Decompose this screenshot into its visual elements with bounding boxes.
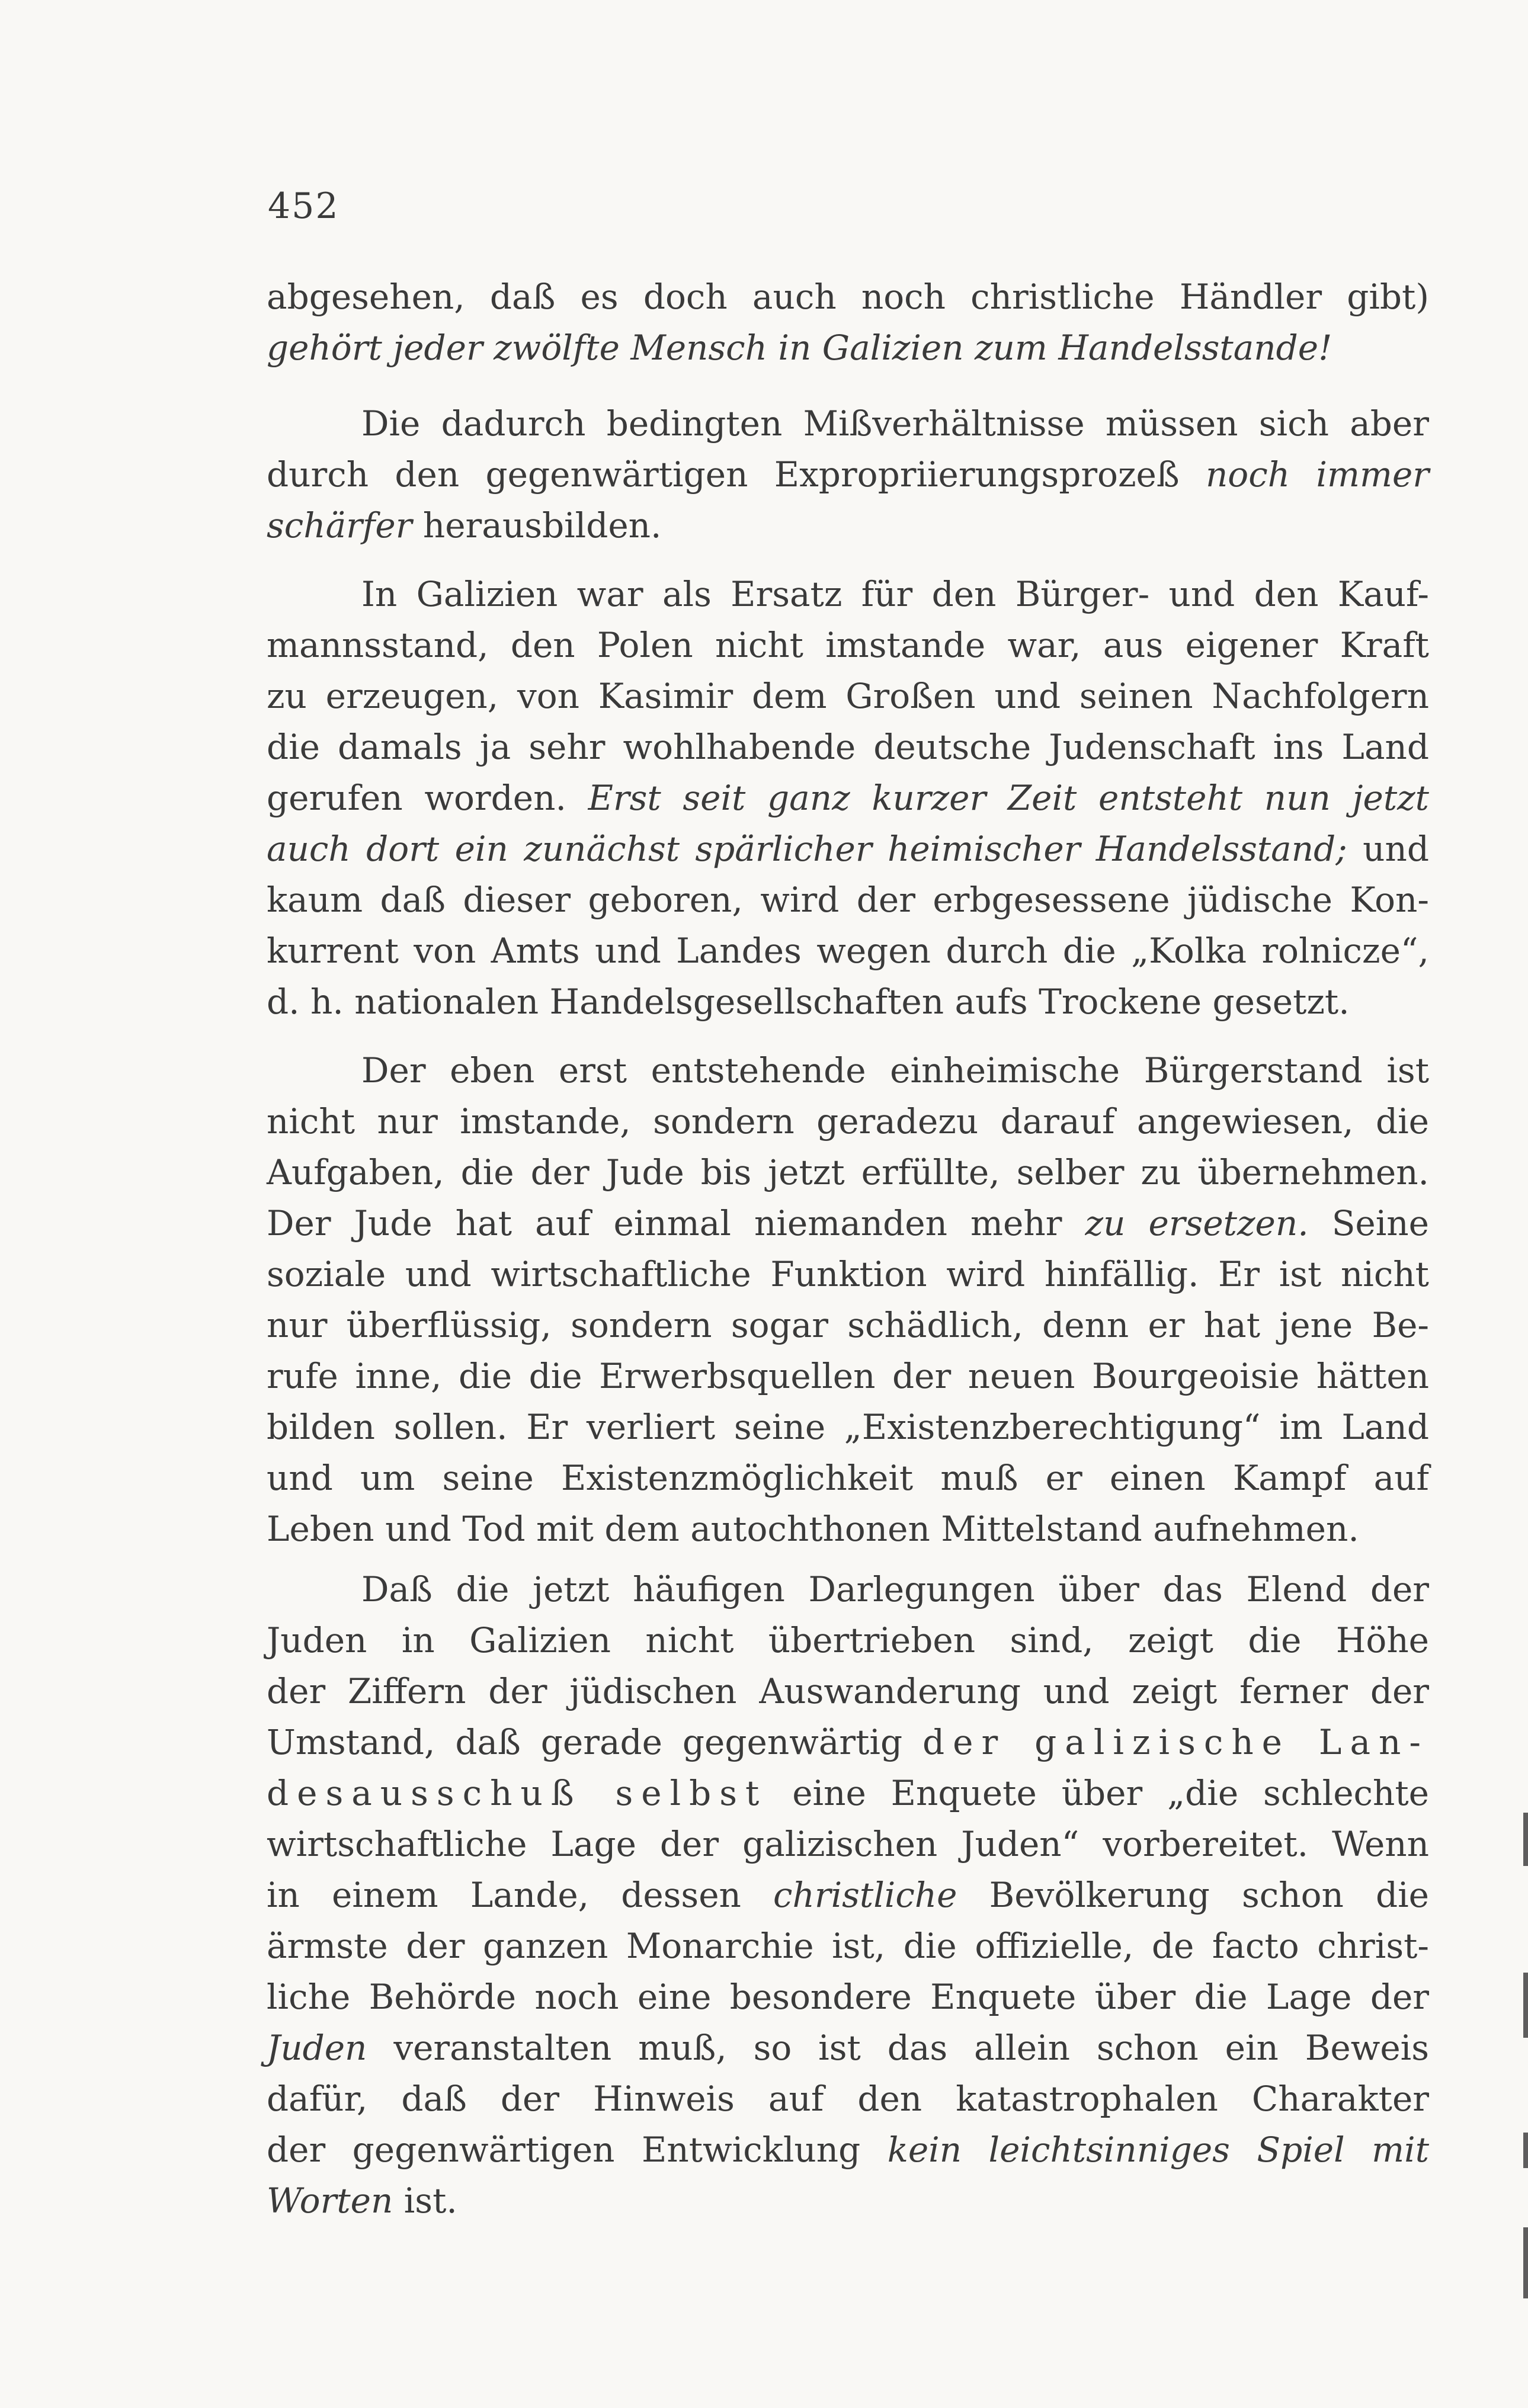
emphasis-text: auch dort ein zunächst spärlicher heimischer Handelsstand; (267, 829, 1347, 869)
text-line (267, 271, 1429, 322)
emphasis-text: Worten (267, 2181, 393, 2221)
emphasis-text: Erst seit ganz kurzer Zeit entsteht nun jetzt (588, 778, 1429, 818)
emphasis-text: zu ersetzen. (1085, 1203, 1309, 1243)
spaced-emphasis-text: desausschuß selbst (267, 1773, 768, 1813)
paragraph (267, 1045, 1429, 1554)
text-run: d. h. nationalen Handelsgesellschaften aufs Trockene gesetzt. (267, 982, 1350, 1022)
paragraph (267, 569, 1429, 1027)
text-line (267, 1870, 1429, 1920)
page-edge-mark (1523, 2133, 1528, 2168)
text-run: abgesehen, daß es doch auch noch christliche Händler gibt) (267, 277, 1429, 317)
text-run: zu erzeugen, von Kasimir dem Großen und seinen Nachfolgern (267, 676, 1429, 716)
text-run: gerufen worden. (267, 778, 588, 818)
text-run: soziale und wirtschaftliche Funktion wird hinfällig. Er ist nicht (267, 1254, 1429, 1294)
text-run: Daß die jetzt häufigen Darlegungen über das Elend der (361, 1569, 1429, 1609)
text-run: rufe inne, die die Erwerbsquellen der neuen Bourgeoisie hätten (267, 1356, 1429, 1396)
text-run: eine Enquete über „die schlechte (767, 1773, 1429, 1813)
text-line (267, 2124, 1429, 2175)
text-run: herausbilden. (412, 505, 662, 546)
text-run: Leben und Tod mit dem autochthonen Mittelstand aufnehmen. (267, 1509, 1359, 1549)
text-line (267, 1819, 1429, 1870)
text-line (267, 2073, 1429, 2124)
text-line (267, 1615, 1429, 1666)
text-line (267, 925, 1429, 976)
text-line (267, 1564, 1429, 1615)
text-run: die damals ja sehr wohlhabende deutsche Judenschaft ins Land (267, 727, 1429, 767)
text-run: nur überflüssig, sondern sogar schädlich, denn er hat jene Be- (267, 1305, 1429, 1345)
text-line (267, 1402, 1429, 1453)
page-edge-mark (1523, 1813, 1528, 1866)
text-line (267, 1717, 1429, 1768)
text-line (267, 1503, 1429, 1554)
text-line (267, 1096, 1429, 1147)
emphasis-text: christliche (773, 1875, 957, 1915)
page-edge-mark (1523, 2227, 1528, 2298)
text-line (267, 874, 1429, 925)
text-line (267, 449, 1429, 500)
page-edge-mark (1523, 1973, 1528, 2038)
text-line (267, 620, 1429, 671)
text-run: und (1347, 829, 1429, 869)
text-line (267, 1920, 1429, 1971)
text-run: ist. (393, 2181, 457, 2221)
text-run: wirtschaftliche Lage der galizischen Juden“ vorbereitet. Wenn (267, 1824, 1429, 1864)
emphasis-text: noch immer (1205, 454, 1429, 495)
text-run: mannsstand, den Polen nicht imstande war, aus eigener Kraft (267, 625, 1429, 665)
text-line (267, 398, 1429, 449)
paragraph (267, 1564, 1429, 2226)
text-run: der Ziffern der jüdischen Auswanderung und zeigt ferner der (267, 1671, 1429, 1711)
text-run: kaum daß dieser geboren, wird der erbgesessene jüdische Kon- (267, 880, 1429, 920)
text-run: der gegenwärtigen Entwicklung (267, 2130, 888, 2170)
text-line (267, 500, 1429, 551)
text-run: durch den gegenwärtigen Expropriierungsprozeß (267, 454, 1206, 495)
emphasis-text: schärfer (267, 505, 412, 546)
text-run: Umstand, daß gerade gegenwärtig (267, 1722, 923, 1762)
text-line (267, 823, 1429, 874)
text-run: Seine (1308, 1203, 1429, 1243)
text-line (267, 569, 1429, 620)
emphasis-text: gehört jeder zwölfte Mensch in Galizien zum Handelsstande! (267, 328, 1332, 368)
paragraph (267, 271, 1429, 373)
text-run: Der eben erst entstehende einheimische Bürgerstand ist (361, 1050, 1429, 1091)
text-line (267, 322, 1429, 373)
text-run: in einem Lande, dessen (267, 1875, 774, 1915)
text-line (267, 1147, 1429, 1198)
text-line (267, 1971, 1429, 2022)
text-line (267, 2022, 1429, 2073)
text-line (267, 772, 1429, 823)
text-run: dafür, daß der Hinweis auf den katastrophalen Charakter (267, 2079, 1429, 2119)
paragraph (267, 398, 1429, 551)
text-run: Der Jude hat auf einmal niemanden mehr (267, 1203, 1085, 1243)
text-run: In Galizien war als Ersatz für den Bürger- und den Kauf- (361, 574, 1429, 614)
text-run: und um seine Existenzmöglichkeit muß er einen Kampf auf (267, 1458, 1429, 1498)
text-line (267, 1768, 1429, 1819)
text-run: Aufgaben, die der Jude bis jetzt erfüllte, selber zu übernehmen. (267, 1152, 1429, 1192)
spaced-emphasis-text: der galizische Lan- (922, 1722, 1429, 1762)
text-line (267, 1666, 1429, 1717)
text-run: nicht nur imstande, sondern geradezu darauf angewiesen, die (267, 1101, 1429, 1142)
text-run: kurrent von Amts und Landes wegen durch die „Kolka rolnicze“, (267, 931, 1429, 971)
text-run: Die dadurch bedingten Mißverhältnisse müssen sich aber (361, 403, 1429, 444)
text-line (267, 1351, 1429, 1402)
text-run: ärmste der ganzen Monarchie ist, die offizielle, de facto christ- (267, 1926, 1429, 1966)
text-line (267, 1453, 1429, 1503)
page-number: 452 (268, 185, 339, 227)
text-line (267, 1198, 1429, 1249)
text-run: liche Behörde noch eine besondere Enquete über die Lage der (267, 1977, 1429, 2017)
text-line (267, 722, 1429, 772)
text-run: veranstalten muß, so ist das allein schon ein Beweis (367, 2028, 1429, 2068)
text-line (267, 1300, 1429, 1351)
text-line (267, 976, 1429, 1027)
text-line (267, 671, 1429, 722)
emphasis-text: kein leichtsinniges Spiel mit (887, 2130, 1430, 2170)
text-line (267, 1045, 1429, 1096)
text-line (267, 1249, 1429, 1300)
text-run: Bevölkerung schon die (957, 1875, 1430, 1915)
emphasis-text: Juden (267, 2028, 367, 2068)
text-run: Juden in Galizien nicht übertrieben sind, zeigt die Höhe (267, 1620, 1429, 1660)
text-run: bilden sollen. Er verliert seine „Existenzberechtigung“ im Land (267, 1407, 1429, 1447)
text-line (267, 2175, 1429, 2226)
